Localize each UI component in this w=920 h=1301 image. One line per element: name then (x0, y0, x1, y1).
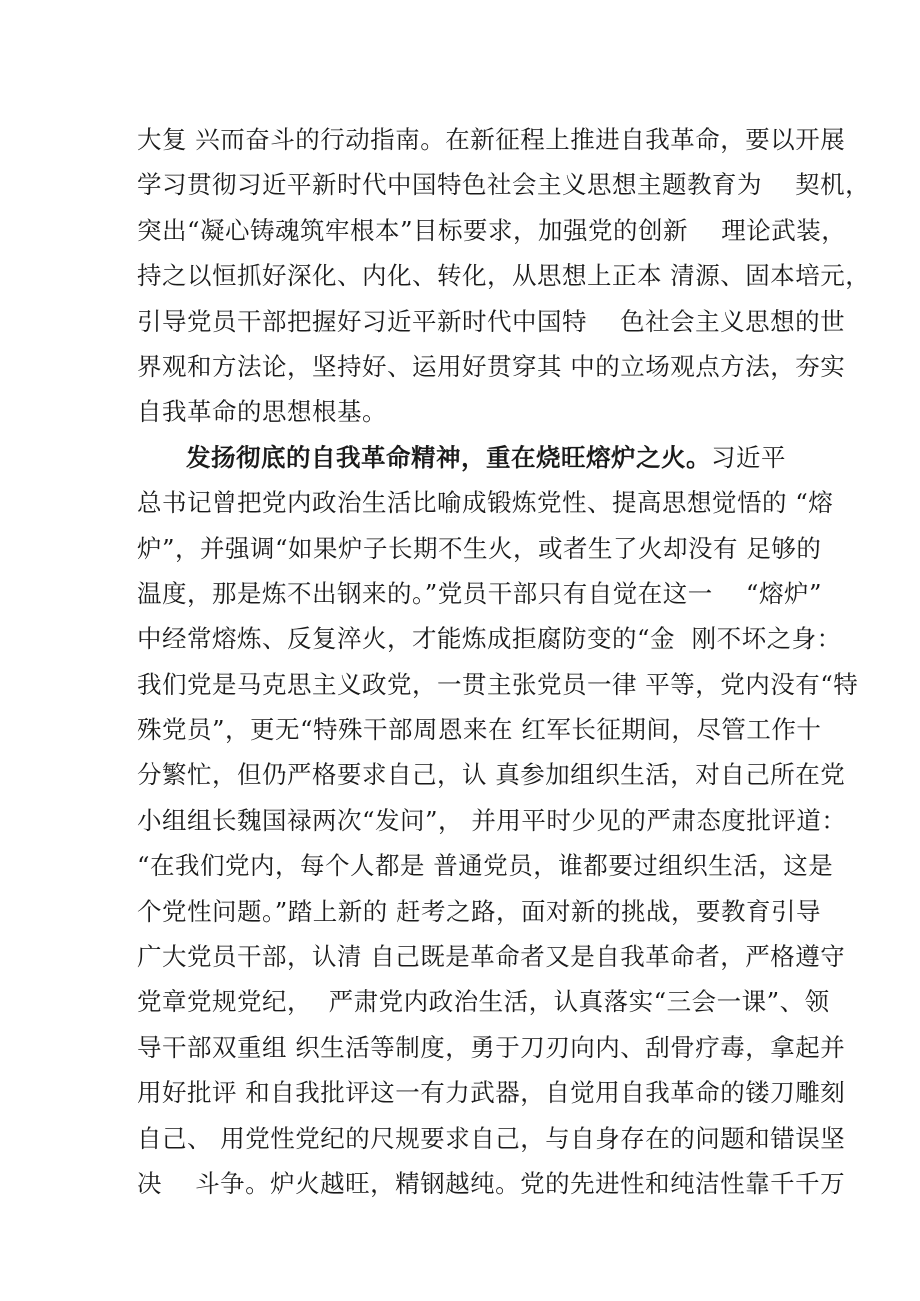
paragraph-heading: 发扬彻底的自我革命精神，重在烧旺熔炉之火。 (186, 442, 711, 472)
text-line: 持之以恒抓好深化、内化、转化，从思想上正本 清源、固本培元， (137, 261, 871, 291)
text-line: 自我革命的思想根基。 (137, 397, 387, 427)
text-line: 引导党员干部把握好习近平新时代中国特 色社会主义思想的世 (137, 306, 846, 336)
text-line: 界观和方法论，坚持好、运用好贯穿其 中的立场观点方法，夯实 (137, 351, 846, 381)
text-line: 学习贯彻习近平新时代中国特色社会主义思想主题教育为 契机， (137, 170, 871, 200)
text-line: 殊党员”，更无“特殊干部周恩来在 红军长征期间，尽管工作十 (137, 715, 822, 745)
text-line: “在我们党内，每个人都是 普通党员，谁都要过组织生活，这是 (137, 851, 834, 881)
text-line: 导干部双重组 织生活等制度，勇于刀刃向内、刮骨疗毒，拿起并 (137, 1032, 846, 1062)
text-line: 自己、 用党性党纪的尺规要求自己，与自身存在的问题和错误坚 (137, 1123, 846, 1153)
text-line: 大复 兴而奋斗的行动指南。在新征程上推进自我革命，要以开展 (137, 125, 846, 154)
paragraph-heading-line (137, 435, 817, 480)
text-line: 党章党规党纪， 严肃党内政治生活，认真落实“三会一课”、领 (137, 987, 830, 1017)
text-line: 中经常熔炼、反复淬火，才能炼成拒腐防变的“金 刚不坏之身： (137, 624, 842, 654)
text-line: 个党性问题。”踏上新的 赶考之路，面对新的挑战，要教育引导 (137, 896, 822, 926)
heading-line-rest: 习近平 (711, 442, 786, 472)
text-line: 分繁忙，但仍严格要求自己，认 真参加组织生活，对自己所在党 (137, 760, 846, 790)
document-body (137, 117, 871, 1206)
text-line: 决 斗争。炉火越旺，精钢越纯。党的先进性和纯洁性靠千千万 (137, 1168, 846, 1198)
text-line: 广大党员干部，认清 自己既是革命者又是自我革命者，严格遵守 (137, 942, 846, 972)
text-line: 温度，那是炼不出钢来的。”党员干部只有自觉在这一 “熔炉” (137, 578, 822, 608)
text-line: 我们党是马克思主义政党，一贯主张党员一律 平等，党内没有“特 (137, 669, 859, 699)
text-line: 炉”，并强调“如果炉子长期不生火，或者生了火却没有 足够的 (137, 533, 822, 563)
text-line: 用好批评 和自我批评这一有力武器，自觉用自我革命的镂刀雕刻 (137, 1078, 846, 1108)
text-line: 总书记曾把党内政治生活比喻成锻炼党性、提高思想觉悟的 “熔 (137, 488, 834, 518)
text-line: 小组组长魏国禄两次“发问”， 并用平时少见的严肃态度批评道： (137, 805, 847, 835)
text-line: 突出“凝心铸魂筑牢根本”目标要求，加强党的创新 理论武装， (137, 215, 847, 245)
